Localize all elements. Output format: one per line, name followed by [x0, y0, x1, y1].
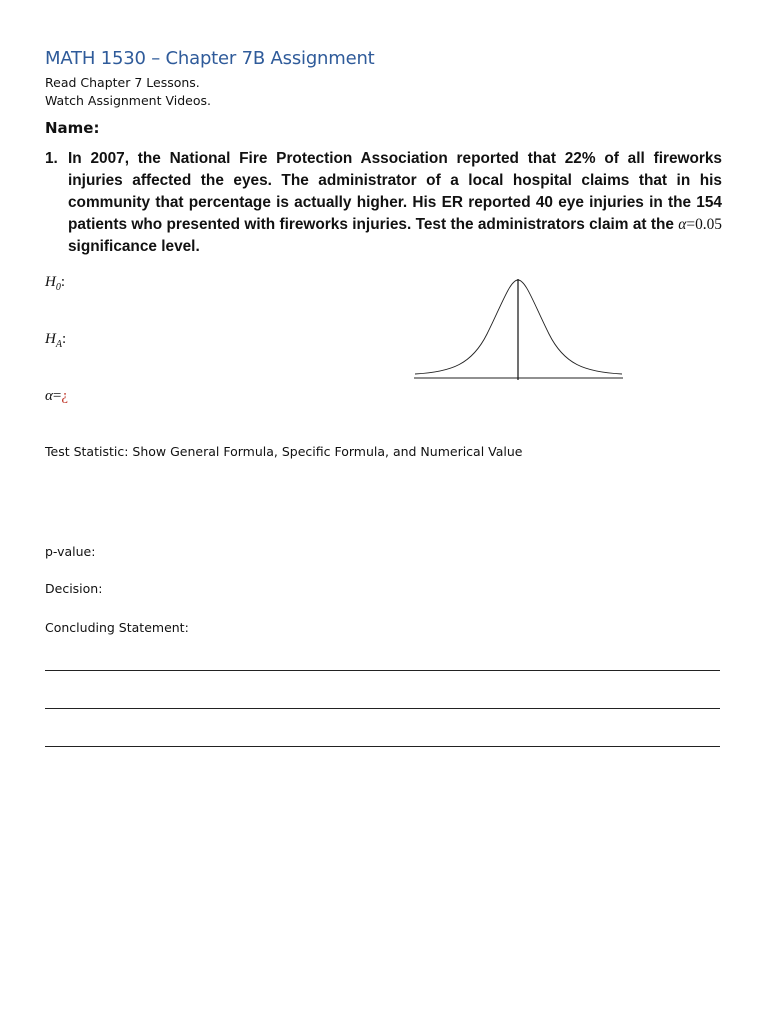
alternative-hypothesis [45, 331, 66, 350]
instruction-line-2: Watch Assignment Videos. [45, 93, 211, 108]
name-label: Name: [45, 119, 100, 137]
alpha-line-symbol: α [45, 388, 53, 404]
question-number: 1. [45, 150, 58, 167]
test-statistic-label: Test Statistic: Show General Formula, Specific Formula, and Numerical Value [45, 444, 523, 459]
p-value-label: p-value: [45, 544, 96, 559]
null-hyp-sub: 0 [55, 282, 61, 293]
question-tail: significance level. [68, 238, 200, 255]
concluding-statement-label: Concluding Statement: [45, 620, 189, 635]
answer-line-3 [45, 746, 720, 747]
question-body: In 2007, the National Fire Protection Association reported that 22% of all fireworks injuries affected the eyes. The administrator of a local hospital claims that in his community that percentage is actually higher. His ER reported 40 eye injuries in the 154 patients who presented with fireworks injuries. Test the administrators claim at the [68, 150, 722, 233]
alt-hyp-sub: A [55, 339, 62, 350]
alpha-line-equals: = [52, 388, 62, 404]
page-title: MATH 1530 – Chapter 7B Assignment [45, 48, 375, 69]
instruction-line-1: Read Chapter 7 Lessons. [45, 75, 200, 90]
decision-label: Decision: [45, 581, 103, 596]
answer-line-1 [45, 670, 720, 671]
question-1 [45, 148, 722, 258]
alpha-line [45, 388, 68, 405]
alpha-value: 0.05 [695, 216, 722, 233]
null-hypothesis [45, 274, 65, 293]
question-text [68, 148, 722, 258]
alt-hyp-colon: : [61, 331, 67, 347]
alpha-symbol: α [678, 216, 687, 233]
answer-line-2 [45, 708, 720, 709]
null-hyp-symbol: H [45, 274, 56, 290]
alpha-line-value: ¿ [61, 388, 69, 404]
alt-hyp-symbol: H [45, 331, 56, 347]
normal-curve-diagram [412, 274, 626, 384]
null-hyp-colon: : [60, 274, 66, 290]
alpha-equals: = [686, 216, 696, 233]
